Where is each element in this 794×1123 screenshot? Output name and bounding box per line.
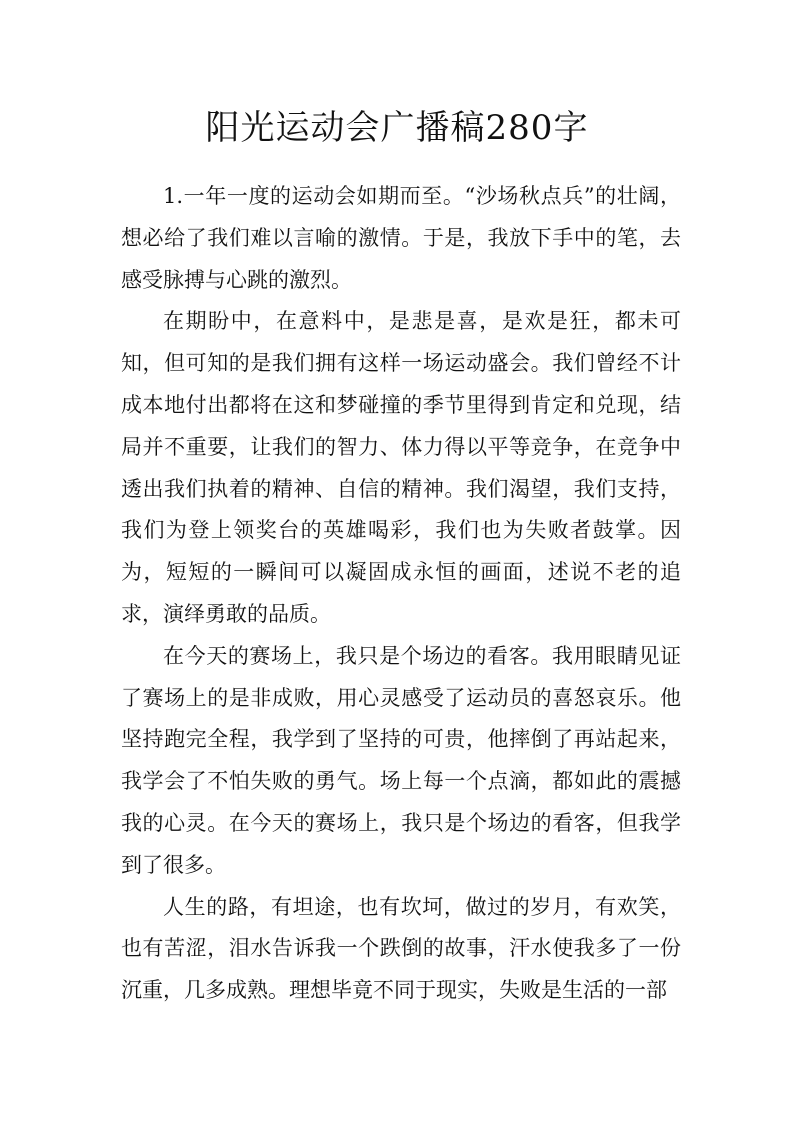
paragraph-4: 人生的路，有坦途，也有坎坷，做过的岁月，有欢笑，也有苦涩，泪水告诉我一个跌倒的故事，汗水使我多了一份沉重，几多成熟。理想毕竟不同于现实，失败是生活的一部	[121, 894, 681, 1003]
document-title: 阳光运动会广播稿280字	[205, 108, 589, 148]
document-body	[121, 176, 681, 1012]
paragraph-1: 1.一年一度的运动会如期而至。“沙场秋点兵”的壮阔，想必给了我们难以言喻的激情。于是，我放下手中的笔，去感受脉搏与心跳的激烈。	[121, 184, 681, 292]
paragraph-2: 在期盼中，在意料中，是悲是喜，是欢是狂，都未可知，但可知的是我们拥有这样一场运动盛会。我们曾经不计成本地付出都将在这和梦碰撞的季节里得到肯定和兑现，结局并不重要，让我们的智力、体力得以平等竞争，在竞争中透出我们执着的精神、自信的精神。我们渴望，我们支持，我们为登上领奖台的英雄喝彩，我们也为失败者鼓掌。因为，短短的一瞬间可以凝固成永恒的画面，述说不老的追求，演绎勇敢的品质。	[121, 309, 681, 626]
paragraph-3: 在今天的赛场上，我只是个场边的看客。我用眼睛见证了赛场上的是非成败，用心灵感受了运动员的喜怒哀乐。他坚持跑完全程，我学到了坚持的可贵，他摔倒了再站起来，我学会了不怕失败的勇气。场上每一个点滴，都如此的震撼我的心灵。在今天的赛场上，我只是个场边的看客，但我学到了很多。	[121, 643, 681, 877]
